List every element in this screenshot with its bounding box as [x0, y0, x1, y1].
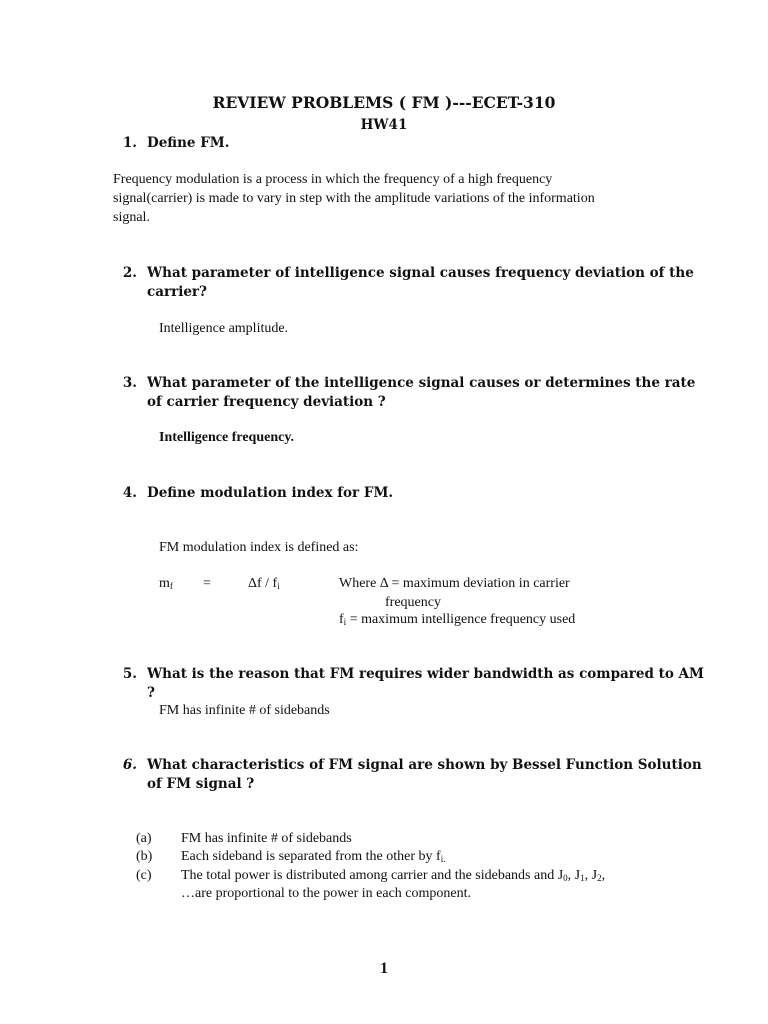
formula-where: Where Δ = maximum deviation in carrier [339, 576, 570, 591]
question-text: of FM signal ? [147, 776, 255, 792]
list-item-continuation: …are proportional to the power in each component. [181, 886, 472, 901]
question-number: 2. [122, 265, 137, 281]
question-text: What parameter of intelligence signal causes frequency deviation of the [147, 265, 694, 281]
formula-where: frequency [385, 595, 441, 610]
question-text: carrier? [147, 284, 207, 300]
list-item-label: (c) [136, 868, 152, 883]
question-text: of carrier frequency deviation ? [147, 394, 386, 410]
page-number: 1 [380, 960, 388, 977]
list-item: Each sideband is separated from the other by $f_{i.}$ [181, 849, 446, 864]
formula-equals: = [203, 576, 211, 591]
formula-ratio: Δf / $f_i$ [248, 576, 280, 591]
answer-text: FM has infinite # of sidebands [159, 703, 330, 718]
formula-symbol: $m_f$ [159, 576, 173, 591]
list-item-label: (a) [136, 831, 152, 846]
answer-text: signal(carrier) is made to vary in step with the amplitude variations of the information [113, 191, 595, 206]
answer-text: Intelligence frequency. [159, 430, 295, 445]
page-title: REVIEW PROBLEMS ( FM )---ECET-310 [212, 93, 556, 112]
answer-text: Intelligence amplitude. [159, 321, 289, 336]
list-item: FM has infinite # of sidebands [181, 831, 352, 846]
question-number: 5. [122, 666, 137, 682]
question-text: What parameter of the intelligence signal causes or determines the rate [147, 375, 696, 391]
answer-text: signal. [113, 210, 150, 225]
question-text: Define modulation index for FM. [147, 485, 394, 501]
question-number: 4. [122, 485, 137, 501]
formula-where: $f_i$ = maximum intelligence frequency used [339, 612, 576, 627]
question-text: ? [147, 685, 155, 701]
question-number: 1. [122, 135, 137, 151]
answer-text: Frequency modulation is a process in which the frequency of a high frequency [113, 172, 553, 187]
question-text: Define FM. [147, 135, 230, 151]
answer-text: FM modulation index is defined as: [159, 540, 359, 555]
question-number: 6. [122, 757, 137, 773]
list-item-label: (b) [136, 849, 153, 864]
list-item: The total power is distributed among carrier and the sidebands and $J_0$, $J_1$, $J_2$, [181, 868, 606, 883]
question-text: What characteristics of FM signal are shown by Bessel Function Solution [147, 757, 702, 773]
question-number: 3. [122, 375, 137, 391]
page-subtitle: HW41 [360, 117, 408, 133]
question-text: What is the reason that FM requires wider bandwidth as compared to AM [147, 666, 704, 682]
